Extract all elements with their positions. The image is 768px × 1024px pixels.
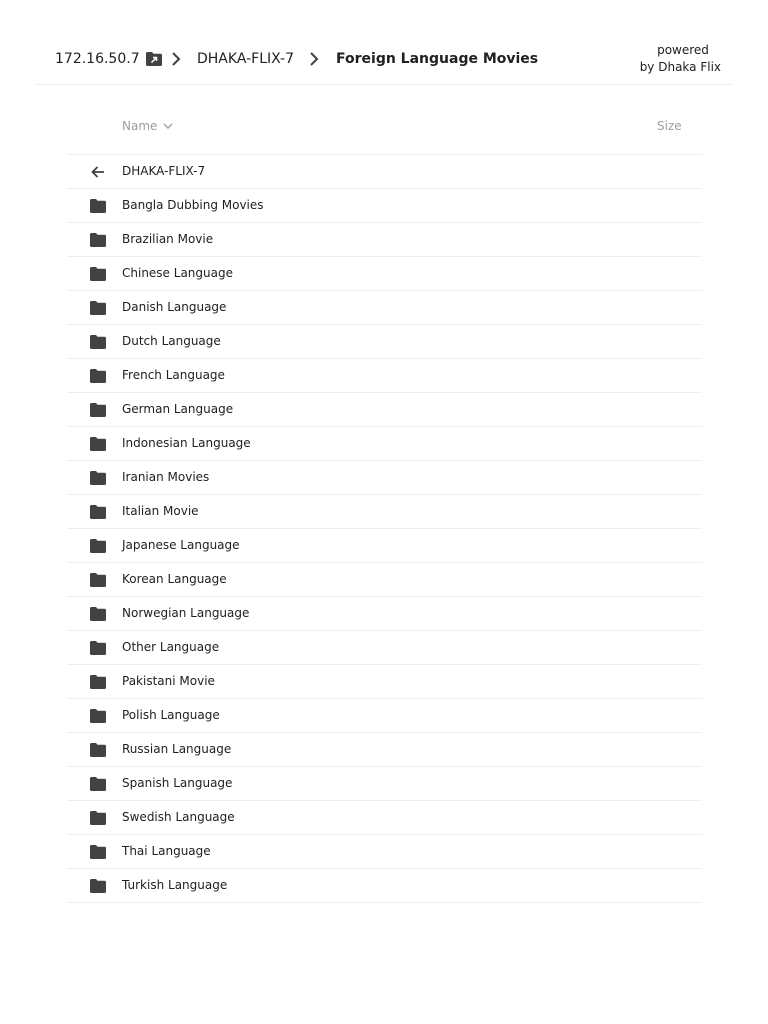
folder-icon bbox=[90, 403, 106, 417]
folder-name: Iranian Movies bbox=[122, 470, 210, 484]
column-header-name: Name bbox=[122, 119, 158, 133]
folder-name: Korean Language bbox=[122, 572, 227, 586]
column-header-size[interactable]: Size bbox=[657, 119, 682, 133]
list-item[interactable] bbox=[67, 257, 702, 291]
folder-name: French Language bbox=[122, 368, 225, 382]
folder-icon bbox=[90, 437, 106, 451]
list-item[interactable] bbox=[67, 393, 702, 427]
list-item[interactable] bbox=[67, 801, 702, 835]
folder-link-icon[interactable] bbox=[146, 52, 162, 66]
folder-name: Japanese Language bbox=[122, 538, 240, 552]
list-item[interactable] bbox=[67, 189, 702, 223]
folder-name: Turkish Language bbox=[122, 878, 228, 892]
chevron-down-icon bbox=[163, 123, 173, 130]
folder-icon bbox=[90, 811, 106, 825]
folder-icon bbox=[90, 709, 106, 723]
folder-name: German Language bbox=[122, 402, 234, 416]
folder-icon bbox=[90, 879, 106, 893]
powered-line1: powered bbox=[657, 43, 709, 57]
folder-icon bbox=[90, 335, 106, 349]
folder-icon bbox=[90, 777, 106, 791]
folder-name: Chinese Language bbox=[122, 266, 233, 280]
list-item[interactable] bbox=[67, 223, 702, 257]
list-item[interactable] bbox=[67, 699, 702, 733]
folder-name: Other Language bbox=[122, 640, 220, 654]
folder-icon bbox=[90, 471, 106, 485]
folder-name: Swedish Language bbox=[122, 810, 235, 824]
folder-icon bbox=[90, 607, 106, 621]
list-item[interactable] bbox=[67, 733, 702, 767]
list-item[interactable] bbox=[67, 529, 702, 563]
list-item[interactable] bbox=[67, 835, 702, 869]
list-item[interactable] bbox=[67, 665, 702, 699]
powered-line2: by Dhaka Flix bbox=[639, 60, 721, 74]
list-item[interactable] bbox=[67, 325, 702, 359]
list-item[interactable] bbox=[67, 869, 702, 903]
folder-icon bbox=[90, 743, 106, 757]
chevron-right-icon bbox=[170, 51, 182, 67]
folder-name: Bangla Dubbing Movies bbox=[122, 198, 264, 212]
folder-name: Danish Language bbox=[122, 300, 227, 314]
folder-name: Spanish Language bbox=[122, 776, 233, 790]
folder-icon bbox=[90, 199, 106, 213]
folder-icon bbox=[90, 267, 106, 281]
powered-by bbox=[631, 42, 721, 76]
header-bar bbox=[36, 36, 732, 85]
folder-icon bbox=[90, 573, 106, 587]
list-item[interactable] bbox=[67, 291, 702, 325]
list-item[interactable] bbox=[67, 359, 702, 393]
folder-icon bbox=[90, 505, 106, 519]
folder-icon bbox=[90, 675, 106, 689]
folder-name: Polish Language bbox=[122, 708, 220, 722]
folder-icon bbox=[90, 301, 106, 315]
list-item[interactable] bbox=[67, 767, 702, 801]
folder-name: Italian Movie bbox=[122, 504, 199, 518]
list-item[interactable] bbox=[67, 563, 702, 597]
folder-icon bbox=[90, 641, 106, 655]
folder-icon bbox=[90, 369, 106, 383]
breadcrumb-parent[interactable]: DHAKA-FLIX-7 bbox=[197, 51, 294, 67]
chevron-right-icon bbox=[308, 51, 320, 67]
back-row[interactable] bbox=[67, 155, 702, 189]
folder-name: Norwegian Language bbox=[122, 606, 250, 620]
list-item[interactable] bbox=[67, 495, 702, 529]
list-item[interactable] bbox=[67, 597, 702, 631]
folder-name: Indonesian Language bbox=[122, 436, 251, 450]
folder-name: Thai Language bbox=[122, 844, 211, 858]
list-item[interactable] bbox=[67, 427, 702, 461]
folder-icon bbox=[90, 845, 106, 859]
breadcrumb-current: Foreign Language Movies bbox=[336, 51, 539, 67]
file-list bbox=[67, 105, 702, 903]
back-label: DHAKA-FLIX-7 bbox=[122, 164, 206, 178]
list-header bbox=[67, 105, 702, 155]
list-item[interactable] bbox=[67, 631, 702, 665]
sort-by-name[interactable] bbox=[122, 119, 173, 133]
list-item[interactable] bbox=[67, 461, 702, 495]
folder-name: Russian Language bbox=[122, 742, 232, 756]
folder-name: Dutch Language bbox=[122, 334, 221, 348]
breadcrumb-root[interactable]: 172.16.50.7 bbox=[55, 51, 140, 67]
folder-name: Pakistani Movie bbox=[122, 674, 215, 688]
arrow-left-icon bbox=[90, 165, 106, 179]
folder-icon bbox=[90, 539, 106, 553]
folder-name: Brazilian Movie bbox=[122, 232, 214, 246]
folder-icon bbox=[90, 233, 106, 247]
